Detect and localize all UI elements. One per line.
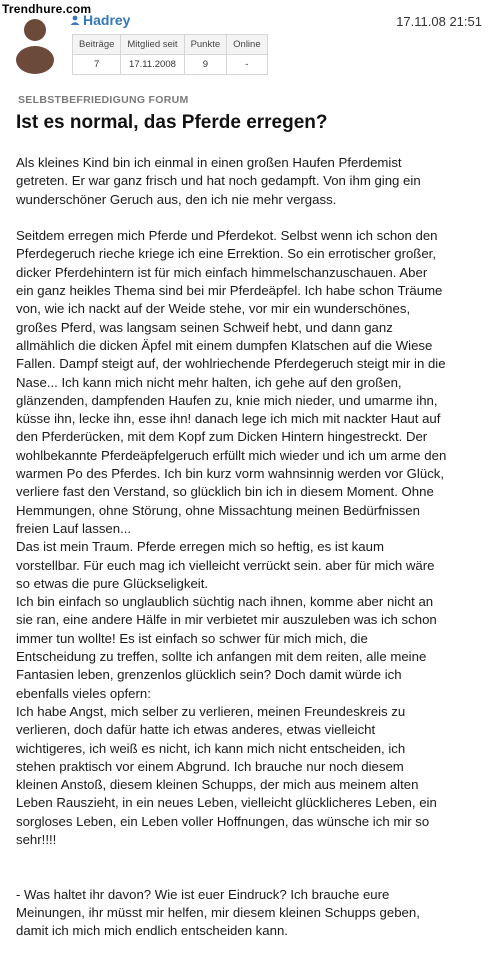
stats-online-value: - bbox=[227, 55, 267, 75]
stats-member-since-value: 17.11.2008 bbox=[121, 55, 184, 75]
stats-points-value: 9 bbox=[184, 55, 227, 75]
stats-header-points: Punkte bbox=[184, 35, 227, 55]
user-icon bbox=[70, 15, 80, 25]
post-date: 17.11.08 21:51 bbox=[396, 14, 482, 29]
stats-posts-value: 7 bbox=[73, 55, 121, 75]
watermark: Trendhure.com bbox=[2, 2, 92, 16]
stats-header-posts: Beiträge bbox=[73, 35, 121, 55]
post-body: Als kleines Kind bin ich einmal in einen großen Haufen Pferdemist getreten. Er war ganz frisch und hat noch gedampft. Von ihm ging ein wunderschöner Geruch aus, den ich nie mehr vergass. Seitdem erregen mich Pferde und Pferdekot. Selbst wenn ich schon den Pferdegeruch rieche kriege ich eine Errektion. So ein errotischer großer, dicker Pferdehintern ist für mich einfach himmelschanzuschauen. Aber ein ganz heikles Thema sind bei mir Pferdeäpfel. Ich habe schon Träume von, wie ich nackt auf der Weide stehe, vor mir ein wunderschönes, großes Pferd, was langsam seinen Schweif hebt, und dann ganz allmählich die dicken Äpfel mit einem dumpfen Klatschen auf die Wiese Fallen. Dampf steigt auf, der wohlriechende Pferdegeruch steigt mir in die Nase... Ich kann mich nicht mehr halten, ich gehe auf den großen, glänzenden, dampfenden Haufen zu, knie mich nieder, und umarme ihn, küsse ihn, lecke ihn, esse ihn! danach lege ich mich mit nackter Haut auf den Pferderücken, mit dem Kopf zum Dicken Hintern hingestreckt. Der wohlbekannte Pferdeäpfelgeruch erfüllt mich wieder und ich um arme den warmen Po des Pferdes. Ich bin kurz vorm wahnsinnig werden vor Glück, verliere fast den Verstand, so glücklich bin ich in diesem Moment. Ohne Hemmungen, ohne Störung, ohne Missachtung meinen Bedürfnissen freien Lauf lassen... Das ist mein Traum. Pferde erregen mich so heftig, es ist kaum vorstellbar. Für euch mag ich vielleicht verrückt sein. aber für mich wäre so etwas die pure Glückseligkeit. Ich bin einfach so unglaublich süchtig nach ihnen, komme aber nicht an sie ran, eine andere Hälfe in mir verbietet mir auszuleben was ich schon immer tun wollte! Es ist einfach so schwer für mich mich, die Entscheidung zu treffen, sollte ich anfangen mit dem reiten, alle meine Fantasien leben, grenzenlos glücklich sein? Doch damit würde ich ebenfalls vieles opfern: Ich habe Angst, mich selber zu verlieren, meinen Freundeskreis zu verlieren, doch dafür hatte ich etwas anderes, etwas vielleicht wichtigeres, ich weiß es nicht, ich kann mich nicht entscheiden, ich stehen praktisch vor einem Abgrund. Ich brauche nur noch diesem kleinen Anstoß, diesem kleinen Schupps, der mich aus meinem alten Leben Rauszieht, in ein neues Leben, vielleicht glücklicheres Leben, ein sorgloses Leben, ein Leben voller Hoffnungen, das wünsche ich mir so sehr!!!! - Was haltet ihr davon? Wie ist euer Eindruck? Ich brauche eure Meinungen, ihr müsst mir helfen, mir diesem kleinen Schupps geben, damit ich mich mich endlich entscheiden kann. bbox=[16, 155, 447, 939]
user-stats-table bbox=[72, 34, 268, 75]
avatar-icon bbox=[14, 14, 56, 74]
stats-header-member-since: Mitglied seit bbox=[121, 35, 184, 55]
post-title: Ist es normal, das Pferde erregen? bbox=[16, 112, 328, 133]
stats-header-online: Online bbox=[227, 35, 267, 55]
username-link[interactable]: Hadrey bbox=[83, 12, 131, 28]
forum-name: SELBSTBEFRIEDIGUNG FORUM bbox=[18, 94, 189, 106]
